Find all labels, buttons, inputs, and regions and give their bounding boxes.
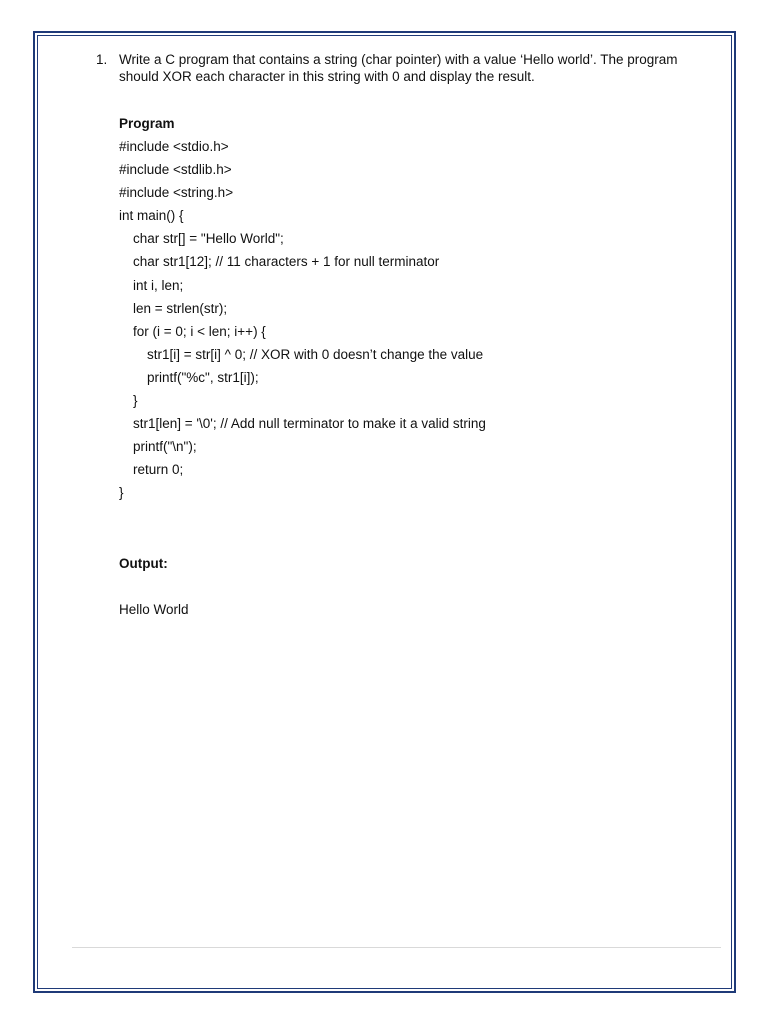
- code-line: #include <stdlib.h>: [119, 162, 232, 178]
- code-line: for (i = 0; i < len; i++) {: [133, 323, 266, 339]
- code-line: #include <stdio.h>: [119, 139, 229, 154]
- question-text: Write a C program that contains a string (char pointer) with a value ‘Hello world’. The program should XOR each character in this string with 0 and display the result.: [119, 52, 678, 84]
- code-line: int main() {: [119, 208, 184, 224]
- code-line: #include <string.h>: [119, 185, 234, 201]
- code-line: printf("%c", str1[i]);: [147, 369, 259, 385]
- code-line: int i, len;: [133, 277, 184, 293]
- footer-divider: [72, 947, 721, 948]
- code-line: str1[len] = '\0'; // Add null terminator to make it a valid string: [133, 416, 486, 432]
- code-line: }: [119, 485, 124, 501]
- code-block: [119, 138, 679, 508]
- program-heading: Program: [119, 116, 175, 131]
- code-line: return 0;: [133, 462, 184, 478]
- code-line: len = strlen(str);: [133, 300, 228, 316]
- code-line: printf("\n");: [133, 439, 197, 455]
- output-heading: Output:: [119, 556, 168, 571]
- question-number: 1.: [96, 52, 108, 67]
- output-text: Hello World: [119, 602, 189, 617]
- code-line: }: [133, 393, 138, 409]
- code-line: str1[i] = str[i] ^ 0; // XOR with 0 doesn’t change the value: [147, 346, 484, 362]
- code-line: char str1[12]; // 11 characters + 1 for null terminator: [133, 254, 440, 270]
- code-line: char str[] = "Hello World";: [133, 231, 284, 247]
